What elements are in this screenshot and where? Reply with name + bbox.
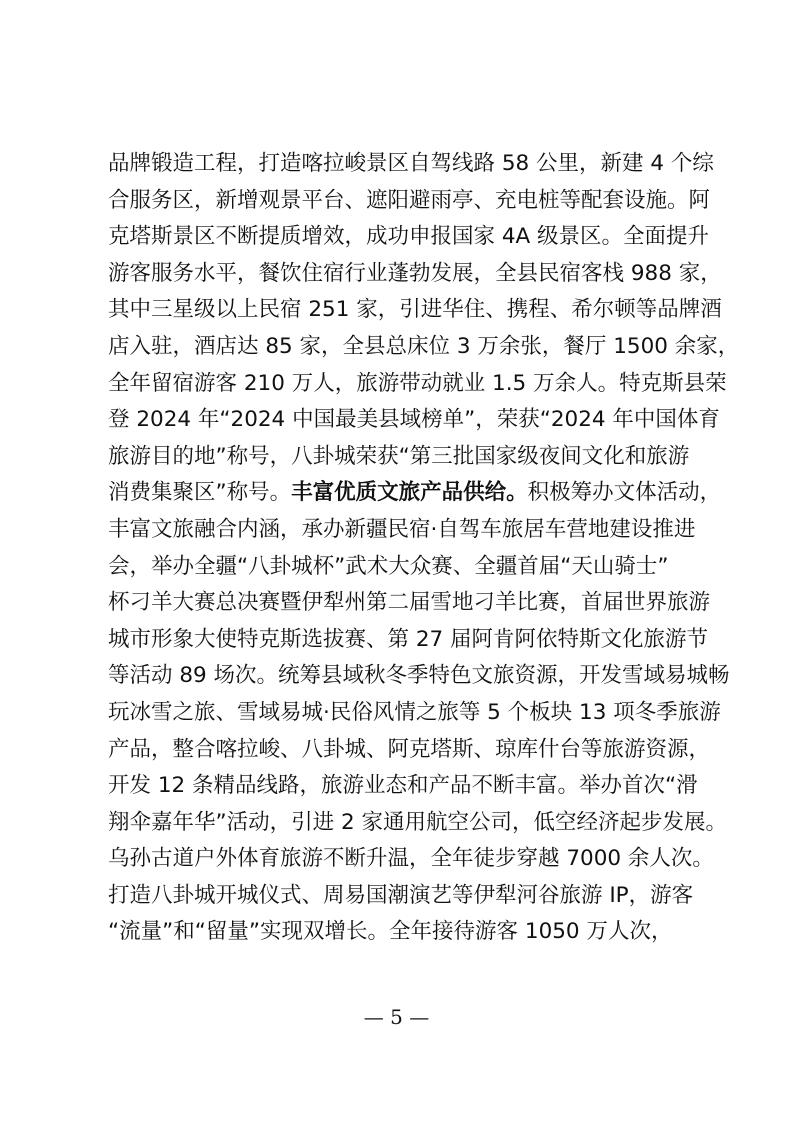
text-line: 丰富文旅融合内涵，承办新疆民宿·自驾车旅居车营地建设推进 xyxy=(108,516,696,542)
text-line: 乌孙古道户外体育旅游不断升温，全年徒步穿越 7000 余人次。 xyxy=(108,846,714,872)
text-line: 翔伞嘉年华”活动，引进 2 家通用航空公司，低空经济起步发展。 xyxy=(108,809,727,835)
text-line: 城市形象大使特克斯选拔赛、第 27 届阿肯阿依特斯文化旅游节 xyxy=(108,626,709,652)
text-line: 店入驻，酒店达 85 家，全县总床位 3 万余张，餐厅 1500 余家， xyxy=(108,333,740,359)
text-line: 打造八卦城开城仪式、周易国潮演艺等伊犁河谷旅游 IP，游客 xyxy=(108,882,694,908)
text-line: 全年留宿游客 210 万人，旅游带动就业 1.5 万余人。特克斯县荣 xyxy=(108,370,727,396)
text-line: 克塔斯景区不断提质增效，成功申报国家 4A 级景区。全面提升 xyxy=(108,224,710,250)
body-text xyxy=(108,146,740,951)
text-line: 产品，整合喀拉峻、八卦城、阿克塔斯、琼库什台等旅游资源， xyxy=(108,736,711,762)
text-line: 其中三星级以上民宿 251 家，引进华住、携程、希尔顿等品牌酒 xyxy=(108,297,722,323)
text-line: “流量”和“留量”实现双增长。全年接待游客 1050 万人次， xyxy=(108,919,673,945)
text-line: 合服务区，新增观景平台、遮阳避雨亭、充电桩等配套设施。阿 xyxy=(108,187,711,213)
text-line: 开发 12 条精品线路，旅游业态和产品不断丰富。举办首次“滑 xyxy=(108,773,698,799)
text-segment: 消费集聚区”称号。 xyxy=(108,480,292,506)
text-line: 登 2024 年“2024 中国最美县域榜单”，荣获“2024 年中国体育 xyxy=(108,407,720,433)
page-number: — 5 — xyxy=(363,1005,430,1029)
text-line-with-heading xyxy=(108,475,722,512)
text-line: 品牌锻造工程，打造喀拉峻景区自驾线路 58 公里，新建 4 个综 xyxy=(108,151,714,176)
text-line: 会，举办全疆“八卦城杯”武术大众赛、全疆首届“天山骑士” xyxy=(108,553,669,579)
text-line: 杯刁羊大赛总决赛暨伊犁州第二届雪地刁羊比赛，首届世界旅游 xyxy=(108,590,711,616)
text-line: 等活动 89 场次。统筹县域秋冬季特色文旅资源，开发雪域易城畅 xyxy=(108,663,730,689)
text-line: 玩冰雪之旅、雪域易城·民俗风情之旅等 5 个板块 13 项冬季旅游 xyxy=(108,699,721,725)
text-line: 游客服务水平，餐饮住宿行业蓬勃发展，全县民宿客栈 988 家， xyxy=(108,260,722,286)
text-line: 旅游目的地”称号，八卦城荣获“第三批国家级夜间文化和旅游 xyxy=(108,443,690,469)
section-heading-inline: 丰富优质文旅产品供给。 xyxy=(291,480,528,506)
text-segment: 积极筹办文体活动， xyxy=(527,480,722,506)
